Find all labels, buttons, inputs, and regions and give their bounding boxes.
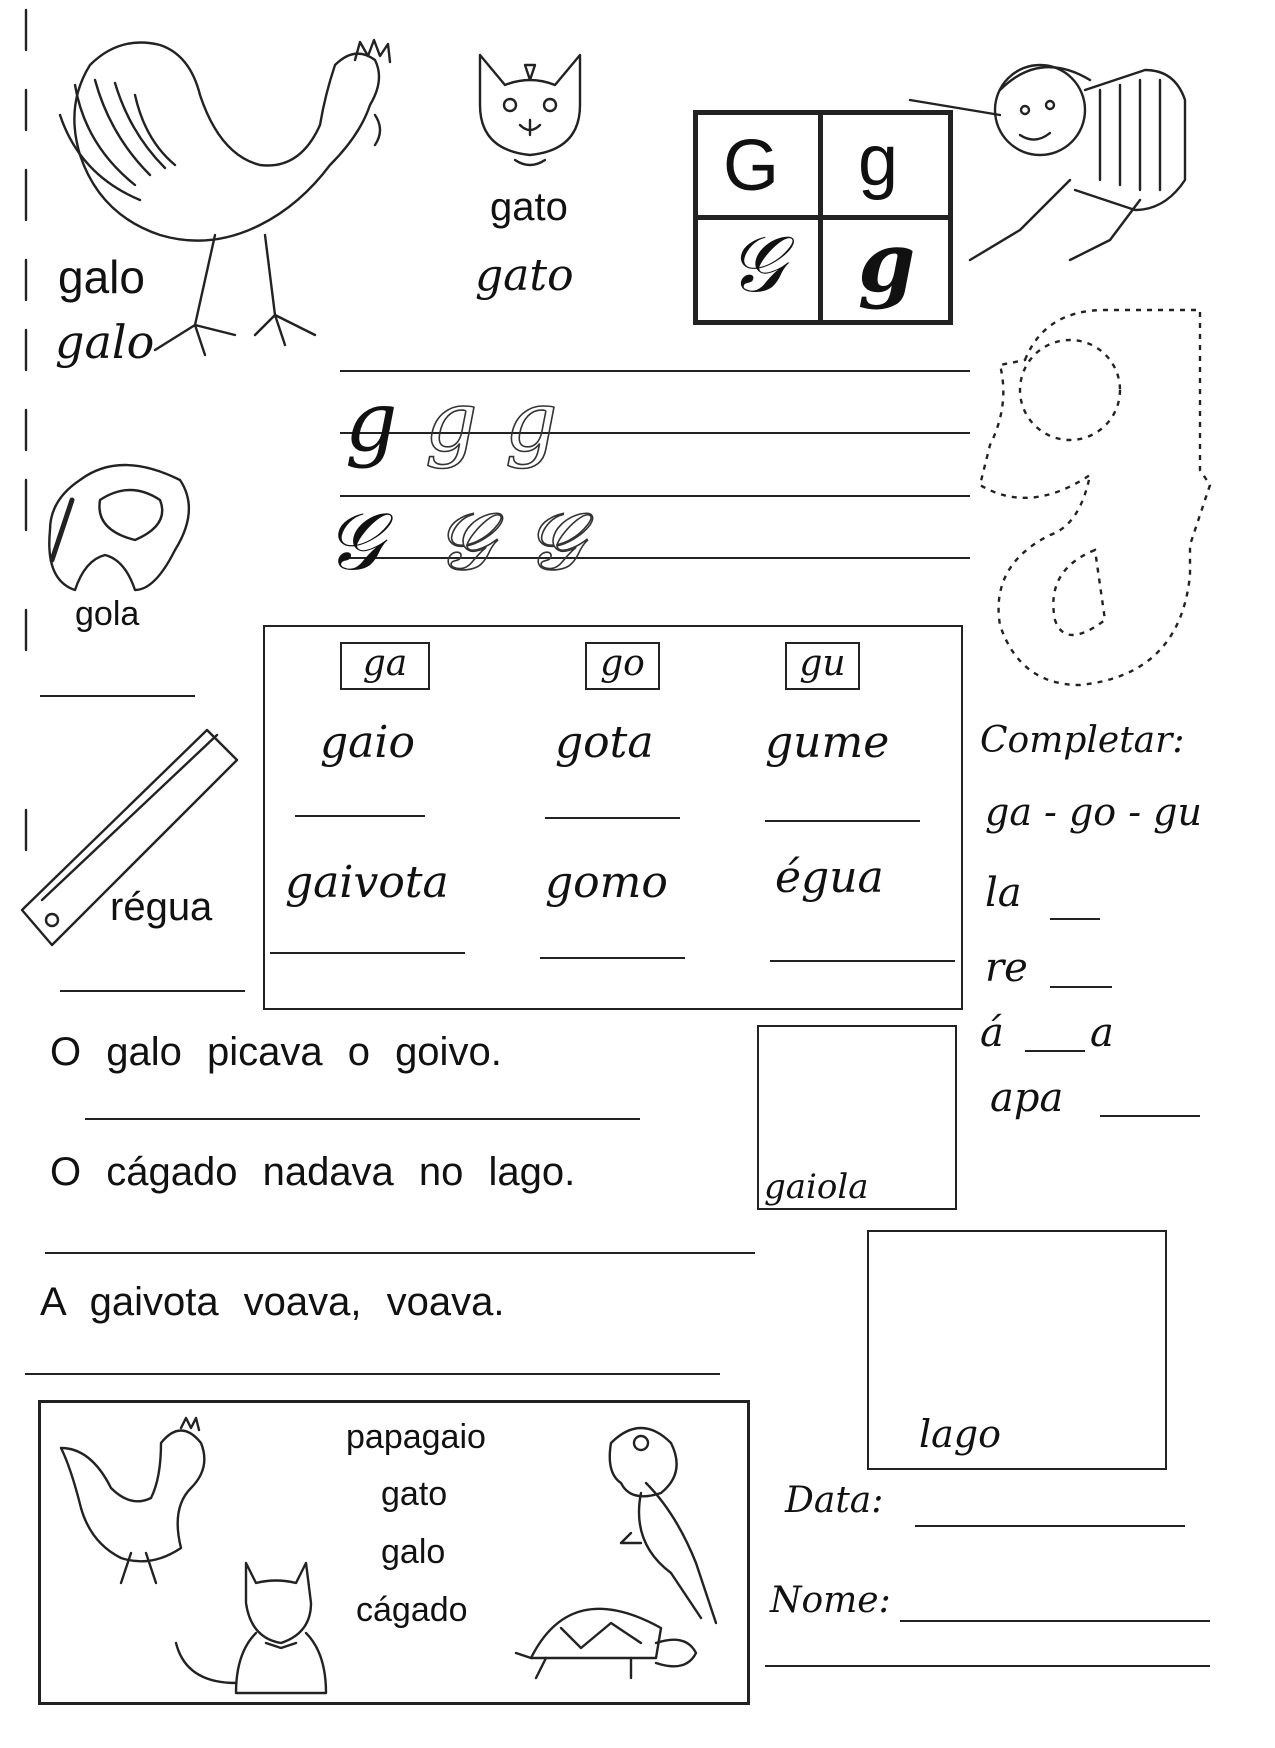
trace-upper-g-1: 𝒢 (325, 495, 382, 588)
lago-draw-box[interactable] (867, 1230, 1167, 1470)
script-upper-g: 𝒢 (728, 220, 784, 310)
collar-icon (40, 460, 200, 605)
gaiola-draw-box[interactable] (757, 1025, 957, 1210)
sentence-2-copy-line[interactable] (45, 1252, 755, 1254)
complete-blank-a[interactable] (1025, 1050, 1085, 1052)
syllable-header-ga: ga (340, 642, 430, 690)
big-letter-g-tracing (985, 300, 1210, 690)
data-label: Data: (785, 1480, 884, 1521)
trace-lower-g-2[interactable]: g (425, 375, 478, 470)
complete-blank-re[interactable] (1050, 986, 1112, 988)
answer-line-gaio[interactable] (295, 815, 425, 817)
complete-item-a-end: a (1090, 1010, 1114, 1056)
trace-lower-g-3[interactable]: g (505, 375, 558, 470)
trace-lower-g-1: g (345, 375, 398, 470)
complete-blank-apa[interactable] (1100, 1115, 1200, 1117)
answer-line-gaivota[interactable] (270, 952, 465, 954)
complete-item-apa: apa (990, 1075, 1064, 1121)
word-gomo: gomo (545, 857, 668, 908)
nome-extra-line[interactable] (765, 1665, 1210, 1667)
answer-line-egua[interactable] (770, 960, 955, 962)
sentence-1: O galo picava o goivo. (50, 1030, 502, 1074)
sentence-1-copy-line[interactable] (85, 1118, 640, 1120)
word-gume: gume (765, 717, 890, 768)
complete-syllables: ga - go - gu (985, 790, 1202, 834)
word-bank-gato: gato (381, 1475, 448, 1513)
boy-icon (910, 50, 1240, 270)
galo-print-label: galo (58, 251, 145, 303)
sentence-2: O cágado nadava no lago. (50, 1150, 576, 1194)
answer-line-gota[interactable] (545, 817, 680, 819)
galo-script-label: galo (55, 315, 155, 369)
regua-label: régua (110, 885, 213, 929)
answer-line-gomo[interactable] (540, 957, 685, 959)
word-gota: gota (555, 717, 654, 768)
nome-input-line[interactable] (900, 1620, 1210, 1622)
word-gaio: gaio (320, 717, 415, 768)
word-bank-box (38, 1400, 750, 1705)
syllables-table (263, 625, 963, 1010)
nome-label: Nome: (770, 1580, 891, 1621)
word-egua: égua (775, 852, 884, 903)
complete-item-a: á (980, 1010, 1004, 1056)
answer-line-gume[interactable] (765, 820, 920, 822)
trace-upper-g-2[interactable]: 𝒢 (435, 495, 492, 588)
word-gaivota: gaivota (285, 857, 449, 908)
syllable-header-gu: gu (785, 642, 860, 690)
gato-print-label: gato (490, 185, 568, 229)
uppercase-tracing-row[interactable] (325, 495, 665, 605)
word-bank-galo: galo (381, 1533, 446, 1571)
data-input-line[interactable] (915, 1525, 1185, 1527)
sentence-3: A gaivota voava, voava. (40, 1280, 505, 1324)
cat-head-icon (470, 50, 590, 170)
trace-upper-g-3[interactable]: 𝒢 (525, 495, 582, 588)
turtle-icon (511, 1588, 711, 1688)
word-bank-cagado: cágado (356, 1591, 468, 1629)
small-cat-icon (166, 1553, 346, 1703)
complete-blank-la[interactable] (1050, 918, 1100, 920)
word-bank-papagaio: papagaio (346, 1418, 486, 1456)
complete-item-la: la (985, 870, 1022, 916)
sentence-3-copy-line[interactable] (25, 1373, 720, 1375)
gaiola-label: gaiola (764, 1167, 869, 1207)
print-lower-g: g (858, 121, 899, 201)
tracing-line-1 (340, 370, 970, 372)
regua-answer-line[interactable] (60, 990, 245, 992)
gola-answer-line[interactable] (40, 695, 195, 697)
syllable-header-go: go (585, 642, 660, 690)
complete-item-re: re (985, 945, 1028, 991)
complete-title: Completar: (980, 720, 1185, 761)
lowercase-tracing-row[interactable] (345, 375, 685, 485)
gola-label: gola (75, 595, 140, 633)
gato-script-label: gato (475, 250, 574, 301)
lago-label: lago (919, 1412, 1002, 1456)
print-upper-g: G (723, 126, 780, 206)
script-lower-g: g (858, 215, 916, 311)
